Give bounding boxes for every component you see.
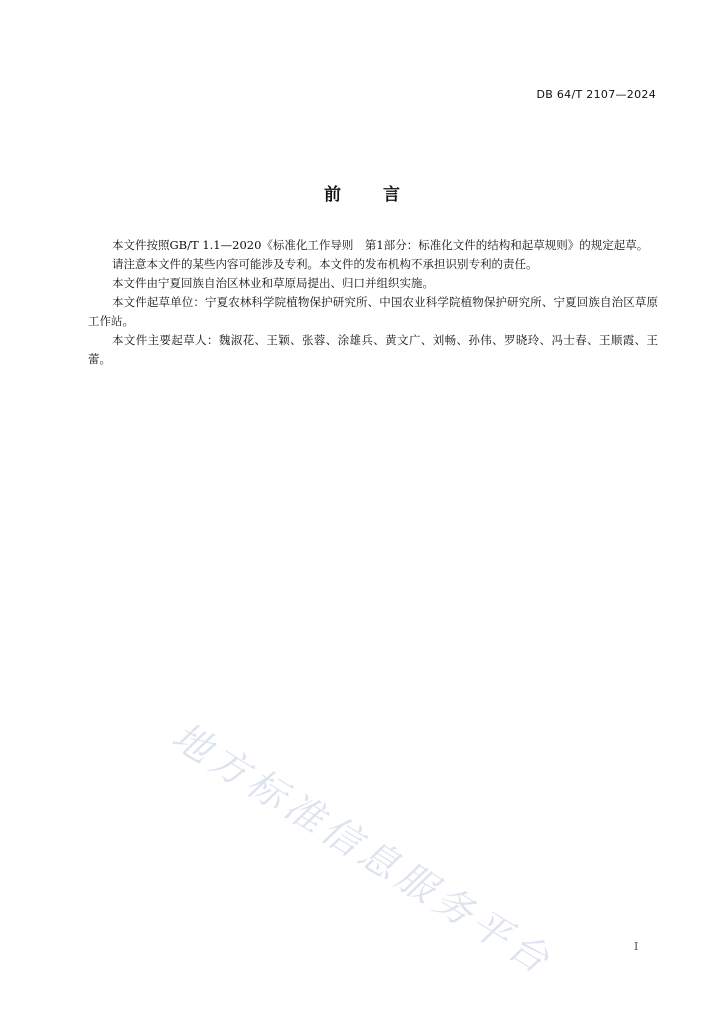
document-code: DB 64/T 2107—2024 <box>536 88 656 101</box>
title-char-2: 言 <box>383 185 400 205</box>
paragraph-patent-notice: 请注意本文件的某些内容可能涉及专利。本文件的发布机构不承担识别专利的责任。 <box>112 257 538 271</box>
title-char-1: 前 <box>324 185 341 205</box>
page-number: I <box>634 940 639 953</box>
paragraph-drafting-units: 本文件起草单位：宁夏农林科学院植物保护研究所、中国农业科学院植物保护研究所、宁夏回族自治区草原工作站。 <box>88 295 658 328</box>
paragraph-drafters: 本文件主要起草人：魏淑花、王颖、张蓉、涂雄兵、黄文广、刘畅、孙伟、罗晓玲、冯士春、王顺霞、王蕾。 <box>88 333 658 366</box>
watermark: 地方标准信息服务平台 <box>164 713 561 985</box>
page-title <box>0 180 724 205</box>
paragraph-proposer: 本文件由宁夏回族自治区林业和草原局提出、归口并组织实施。 <box>112 276 434 290</box>
paragraph-drafting-rules: 本文件按照GB/T 1.1—2020《标准化工作导则 第1部分：标准化文件的结构和起草规则》的规定起草。 <box>112 238 649 252</box>
foreword-body <box>88 236 658 369</box>
